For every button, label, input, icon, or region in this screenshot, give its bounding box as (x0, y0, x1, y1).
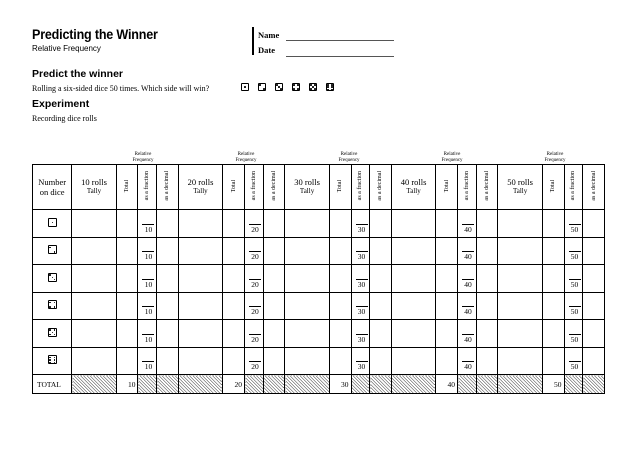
fraction-value (569, 251, 581, 261)
dice-options (241, 83, 334, 91)
fraction-denominator: 30 (356, 251, 368, 261)
fraction-cell[interactable] (458, 210, 477, 238)
fraction-value (356, 334, 368, 344)
decimal-cell[interactable] (370, 347, 392, 375)
tally-cell[interactable] (72, 265, 116, 293)
dice-row-5 (33, 320, 605, 348)
fraction-denominator: 10 (142, 306, 154, 316)
fraction-value (356, 251, 368, 261)
tally-header-label: Tally (406, 187, 421, 195)
number-on-dice-header-text: Number (38, 177, 67, 187)
decimal-cell[interactable] (263, 347, 285, 375)
tally-header-label: Tally (193, 187, 208, 195)
dice-row-6 (33, 347, 605, 375)
fraction-denominator: 40 (462, 251, 474, 261)
fraction-value (249, 361, 261, 371)
tally-cell[interactable] (178, 292, 222, 320)
fraction-value (569, 361, 581, 371)
fraction-cell[interactable] (458, 320, 477, 348)
decimal-cell[interactable] (263, 320, 285, 348)
total-cell[interactable] (542, 210, 564, 238)
dice-row-1 (33, 210, 605, 238)
die-face-3-icon (275, 83, 283, 91)
total-cell[interactable] (436, 347, 458, 375)
fraction-value (142, 361, 154, 371)
fraction-value (142, 251, 154, 261)
total-header-label: Total (230, 179, 237, 193)
dice-face-cell (33, 320, 72, 348)
rolls-header (498, 165, 542, 210)
fraction-cell[interactable] (245, 320, 264, 348)
fraction-cell[interactable] (458, 265, 477, 293)
tally-cell[interactable] (178, 210, 222, 238)
die-face-2-icon (48, 245, 57, 254)
fraction-cell[interactable] (245, 265, 264, 293)
total-fraction-hatched (245, 375, 264, 394)
total-cell[interactable] (223, 320, 245, 348)
total-header (436, 165, 458, 210)
decimal-cell[interactable] (263, 265, 285, 293)
total-row-value: 50 (542, 375, 564, 394)
total-tally-hatched (498, 375, 542, 394)
tally-cell[interactable] (178, 237, 222, 265)
tally-cell[interactable] (498, 320, 542, 348)
rolls-header-label: 30 rolls (294, 177, 320, 187)
decimal-header-label: as a decimal (590, 171, 597, 201)
total-cell[interactable] (223, 265, 245, 293)
fraction-value (249, 306, 261, 316)
decimal-cell[interactable] (157, 292, 179, 320)
total-cell[interactable] (329, 347, 351, 375)
fraction-denominator: 20 (249, 279, 261, 289)
fraction-value (249, 334, 261, 344)
fraction-denominator: 50 (569, 334, 581, 344)
tally-cell[interactable] (72, 292, 116, 320)
fraction-denominator: 20 (249, 334, 261, 344)
fraction-header (351, 165, 370, 210)
fraction-value (142, 279, 154, 289)
rolls-header (391, 165, 435, 210)
total-cell[interactable] (329, 320, 351, 348)
decimal-cell[interactable] (583, 237, 605, 265)
rolls-header (72, 165, 116, 210)
fraction-denominator: 50 (569, 251, 581, 261)
decimal-cell[interactable] (583, 320, 605, 348)
decimal-cell[interactable] (476, 320, 498, 348)
fraction-cell[interactable] (351, 237, 370, 265)
fraction-cell[interactable] (564, 237, 583, 265)
tally-cell[interactable] (178, 265, 222, 293)
total-tally-hatched (391, 375, 435, 394)
die-face-1-icon (241, 83, 249, 91)
decimal-cell[interactable] (157, 210, 179, 238)
die-face-2-icon (258, 83, 266, 91)
fraction-denominator: 40 (462, 334, 474, 344)
decimal-cell[interactable] (476, 265, 498, 293)
total-row-value: 40 (436, 375, 458, 394)
fraction-denominator: 20 (249, 251, 261, 261)
date-label: Date (258, 45, 275, 55)
fraction-denominator: 50 (569, 224, 581, 234)
fraction-cell[interactable] (458, 347, 477, 375)
total-tally-hatched (72, 375, 116, 394)
total-cell[interactable] (436, 292, 458, 320)
die-face-4-icon (48, 300, 57, 309)
decimal-header-label: as a decimal (270, 171, 277, 201)
total-row-value: 10 (116, 375, 138, 394)
die-face-3-icon (48, 273, 57, 282)
total-cell[interactable] (223, 347, 245, 375)
fraction-denominator: 10 (142, 279, 154, 289)
dice-face-cell (33, 237, 72, 265)
fraction-denominator: 30 (356, 306, 368, 316)
relative-frequency-label: Relative Frequency (338, 152, 360, 163)
fraction-cell[interactable] (564, 210, 583, 238)
fraction-header (564, 165, 583, 210)
tally-cell[interactable] (498, 265, 542, 293)
total-fraction-hatched (351, 375, 370, 394)
total-decimal-hatched (263, 375, 285, 394)
decimal-cell[interactable] (370, 265, 392, 293)
tally-cell[interactable] (391, 237, 435, 265)
total-cell[interactable] (116, 265, 138, 293)
total-header-label: Total (443, 179, 450, 193)
total-tally-hatched (178, 375, 222, 394)
fraction-value (249, 251, 261, 261)
total-header-label: Total (337, 179, 344, 193)
fraction-cell[interactable] (138, 265, 157, 293)
dice-row-2 (33, 237, 605, 265)
total-cell[interactable] (223, 210, 245, 238)
total-row-value: 20 (223, 375, 245, 394)
page-subtitle: Relative Frequency (32, 44, 101, 53)
fraction-denominator: 50 (569, 361, 581, 371)
fraction-cell[interactable] (564, 347, 583, 375)
total-header (116, 165, 138, 210)
tally-cell[interactable] (72, 237, 116, 265)
decimal-cell[interactable] (370, 292, 392, 320)
predict-text: Rolling a six-sided dice 50 times. Which side will win? (32, 84, 210, 93)
total-row-label: TOTAL (33, 375, 72, 394)
fraction-cell[interactable] (138, 210, 157, 238)
fraction-denominator: 30 (356, 279, 368, 289)
total-cell[interactable] (542, 292, 564, 320)
total-decimal-hatched (157, 375, 179, 394)
decimal-header (476, 165, 498, 210)
decimal-header (157, 165, 179, 210)
tally-cell[interactable] (391, 210, 435, 238)
tally-cell[interactable] (391, 292, 435, 320)
fraction-cell[interactable] (458, 292, 477, 320)
decimal-cell[interactable] (157, 320, 179, 348)
dice-row-3 (33, 265, 605, 293)
fraction-cell[interactable] (351, 265, 370, 293)
total-cell[interactable] (542, 265, 564, 293)
die-face-1-icon (48, 218, 57, 227)
total-fraction-hatched (564, 375, 583, 394)
fraction-value (356, 306, 368, 316)
fraction-cell[interactable] (564, 320, 583, 348)
total-cell[interactable] (329, 265, 351, 293)
total-fraction-hatched (138, 375, 157, 394)
experiment-text: Recording dice rolls (32, 114, 97, 123)
fraction-value (356, 361, 368, 371)
decimal-header (583, 165, 605, 210)
name-label: Name (258, 30, 280, 40)
fraction-denominator: 10 (142, 334, 154, 344)
tally-cell[interactable] (72, 210, 116, 238)
total-cell[interactable] (542, 237, 564, 265)
total-cell[interactable] (116, 320, 138, 348)
fraction-denominator: 40 (462, 224, 474, 234)
decimal-cell[interactable] (476, 347, 498, 375)
fraction-cell[interactable] (138, 292, 157, 320)
fraction-cell[interactable] (564, 265, 583, 293)
tally-cell[interactable] (498, 292, 542, 320)
decimal-cell[interactable] (476, 237, 498, 265)
number-on-dice-header (33, 165, 72, 210)
tally-cell[interactable] (498, 347, 542, 375)
fraction-header (245, 165, 264, 210)
decimal-cell[interactable] (157, 237, 179, 265)
fraction-value (569, 224, 581, 234)
tally-cell[interactable] (285, 265, 329, 293)
tally-header-label: Tally (512, 187, 528, 195)
relative-frequency-label: Relative Frequency (544, 152, 566, 163)
total-cell[interactable] (436, 320, 458, 348)
decimal-cell[interactable] (583, 347, 605, 375)
experiment-heading: Experiment (32, 98, 90, 110)
total-cell[interactable] (436, 237, 458, 265)
decimal-cell[interactable] (263, 210, 285, 238)
rolls-header-label: 50 rolls (507, 177, 533, 187)
fraction-denominator: 50 (569, 306, 581, 316)
fraction-value (356, 279, 368, 289)
tally-cell[interactable] (72, 347, 116, 375)
fraction-cell[interactable] (245, 237, 264, 265)
date-field[interactable] (286, 56, 394, 57)
dice-rolls-table (32, 164, 605, 394)
tally-cell[interactable] (72, 320, 116, 348)
total-cell[interactable] (542, 320, 564, 348)
decimal-cell[interactable] (583, 210, 605, 238)
total-header-label: Total (550, 179, 557, 193)
total-cell[interactable] (436, 265, 458, 293)
fraction-cell[interactable] (138, 347, 157, 375)
total-fraction-hatched (458, 375, 477, 394)
fraction-header (138, 165, 157, 210)
fraction-denominator: 40 (462, 279, 474, 289)
total-cell[interactable] (116, 292, 138, 320)
tally-cell[interactable] (285, 210, 329, 238)
tally-cell[interactable] (285, 320, 329, 348)
fraction-denominator: 20 (249, 361, 261, 371)
fraction-cell[interactable] (458, 237, 477, 265)
decimal-cell[interactable] (583, 265, 605, 293)
fraction-denominator: 20 (249, 224, 261, 234)
total-cell[interactable] (329, 237, 351, 265)
total-header (542, 165, 564, 210)
fraction-cell[interactable] (564, 292, 583, 320)
fraction-value (462, 224, 474, 234)
rolls-header-label: 20 rolls (187, 177, 214, 187)
fraction-denominator: 50 (569, 279, 581, 289)
fraction-value (142, 224, 154, 234)
fraction-value (569, 334, 581, 344)
total-cell[interactable] (542, 347, 564, 375)
fraction-denominator: 30 (356, 224, 368, 234)
total-cell[interactable] (329, 292, 351, 320)
tally-cell[interactable] (498, 210, 542, 238)
fraction-value (356, 224, 368, 234)
dice-face-cell (33, 210, 72, 238)
die-face-6-icon (48, 355, 57, 364)
die-face-4-icon (292, 83, 300, 91)
fraction-value (142, 334, 154, 344)
fraction-denominator: 10 (142, 251, 154, 261)
dice-face-cell (33, 265, 72, 293)
decimal-cell[interactable] (370, 320, 392, 348)
dice-face-cell (33, 292, 72, 320)
dice-face-cell (33, 347, 72, 375)
fraction-header-label: as a fraction (570, 171, 577, 201)
tally-cell[interactable] (391, 265, 435, 293)
total-cell[interactable] (223, 237, 245, 265)
tally-cell[interactable] (285, 237, 329, 265)
decimal-cell[interactable] (370, 210, 392, 238)
die-face-5-icon (48, 328, 57, 337)
die-face-5-icon (309, 83, 317, 91)
fraction-denominator: 10 (142, 361, 154, 371)
total-decimal-hatched (370, 375, 392, 394)
fraction-value (569, 279, 581, 289)
decimal-header (370, 165, 392, 210)
header-divider (252, 27, 254, 55)
tally-cell[interactable] (498, 237, 542, 265)
fraction-value (462, 251, 474, 261)
fraction-value (462, 279, 474, 289)
fraction-value (462, 334, 474, 344)
total-header (223, 165, 245, 210)
decimal-header-label: as a decimal (484, 171, 490, 201)
decimal-header-label: as a decimal (164, 171, 171, 201)
fraction-denominator: 40 (462, 361, 474, 371)
predict-heading: Predict the winner (32, 68, 124, 80)
total-cell[interactable] (223, 292, 245, 320)
name-field[interactable] (286, 40, 394, 41)
fraction-denominator: 30 (356, 361, 368, 371)
fraction-value (462, 361, 474, 371)
decimal-cell[interactable] (263, 237, 285, 265)
die-face-6-icon (326, 83, 334, 91)
total-row-value: 30 (329, 375, 351, 394)
total-decimal-hatched (583, 375, 605, 394)
fraction-cell[interactable] (351, 347, 370, 375)
tally-cell[interactable] (391, 347, 435, 375)
decimal-cell[interactable] (476, 292, 498, 320)
decimal-cell[interactable] (157, 347, 179, 375)
tally-cell[interactable] (285, 347, 329, 375)
fraction-denominator: 10 (142, 224, 154, 234)
decimal-cell[interactable] (476, 210, 498, 238)
decimal-header (263, 165, 285, 210)
fraction-header-label: as a fraction (463, 171, 470, 201)
total-cell[interactable] (116, 237, 138, 265)
total-cell[interactable] (116, 210, 138, 238)
decimal-cell[interactable] (263, 292, 285, 320)
total-cell[interactable] (436, 210, 458, 238)
tally-header-label: Tally (86, 187, 102, 195)
fraction-header (458, 165, 477, 210)
fraction-cell[interactable] (351, 292, 370, 320)
total-tally-hatched (285, 375, 329, 394)
rolls-header-label: 10 rolls (81, 177, 107, 187)
total-cell[interactable] (116, 347, 138, 375)
fraction-cell[interactable] (138, 320, 157, 348)
relative-frequency-label: Relative Frequency (441, 152, 463, 163)
fraction-cell[interactable] (351, 320, 370, 348)
fraction-value (249, 224, 261, 234)
fraction-cell[interactable] (245, 347, 264, 375)
fraction-header-label: as a fraction (144, 171, 151, 201)
decimal-cell[interactable] (370, 237, 392, 265)
relative-frequency-label: Relative Frequency (235, 152, 257, 163)
tally-cell[interactable] (178, 320, 222, 348)
fraction-value (249, 279, 261, 289)
fraction-header-label: as a fraction (357, 171, 364, 201)
rolls-header (285, 165, 329, 210)
total-header (329, 165, 351, 210)
tally-cell[interactable] (285, 292, 329, 320)
tally-cell[interactable] (391, 320, 435, 348)
decimal-cell[interactable] (157, 265, 179, 293)
dice-row-4 (33, 292, 605, 320)
tally-header-label: Tally (299, 187, 315, 195)
page-title: Predicting the Winner (32, 27, 158, 42)
total-cell[interactable] (329, 210, 351, 238)
total-header-label: Total (124, 179, 131, 193)
decimal-cell[interactable] (583, 292, 605, 320)
decimal-header-label: as a decimal (377, 171, 384, 201)
fraction-cell[interactable] (351, 210, 370, 238)
fraction-denominator: 40 (462, 306, 474, 316)
fraction-cell[interactable] (245, 292, 264, 320)
fraction-value (142, 306, 154, 316)
fraction-header-label: as a fraction (250, 171, 257, 201)
total-decimal-hatched (476, 375, 498, 394)
fraction-cell[interactable] (245, 210, 264, 238)
fraction-value (569, 306, 581, 316)
fraction-value (462, 306, 474, 316)
rolls-header-label: 40 rolls (400, 177, 427, 187)
relative-frequency-label: Relative Frequency (132, 152, 154, 163)
tally-cell[interactable] (178, 347, 222, 375)
number-on-dice-header-text: on dice (39, 187, 65, 197)
fraction-denominator: 30 (356, 334, 368, 344)
fraction-cell[interactable] (138, 237, 157, 265)
fraction-denominator: 20 (249, 306, 261, 316)
rolls-header (178, 165, 222, 210)
